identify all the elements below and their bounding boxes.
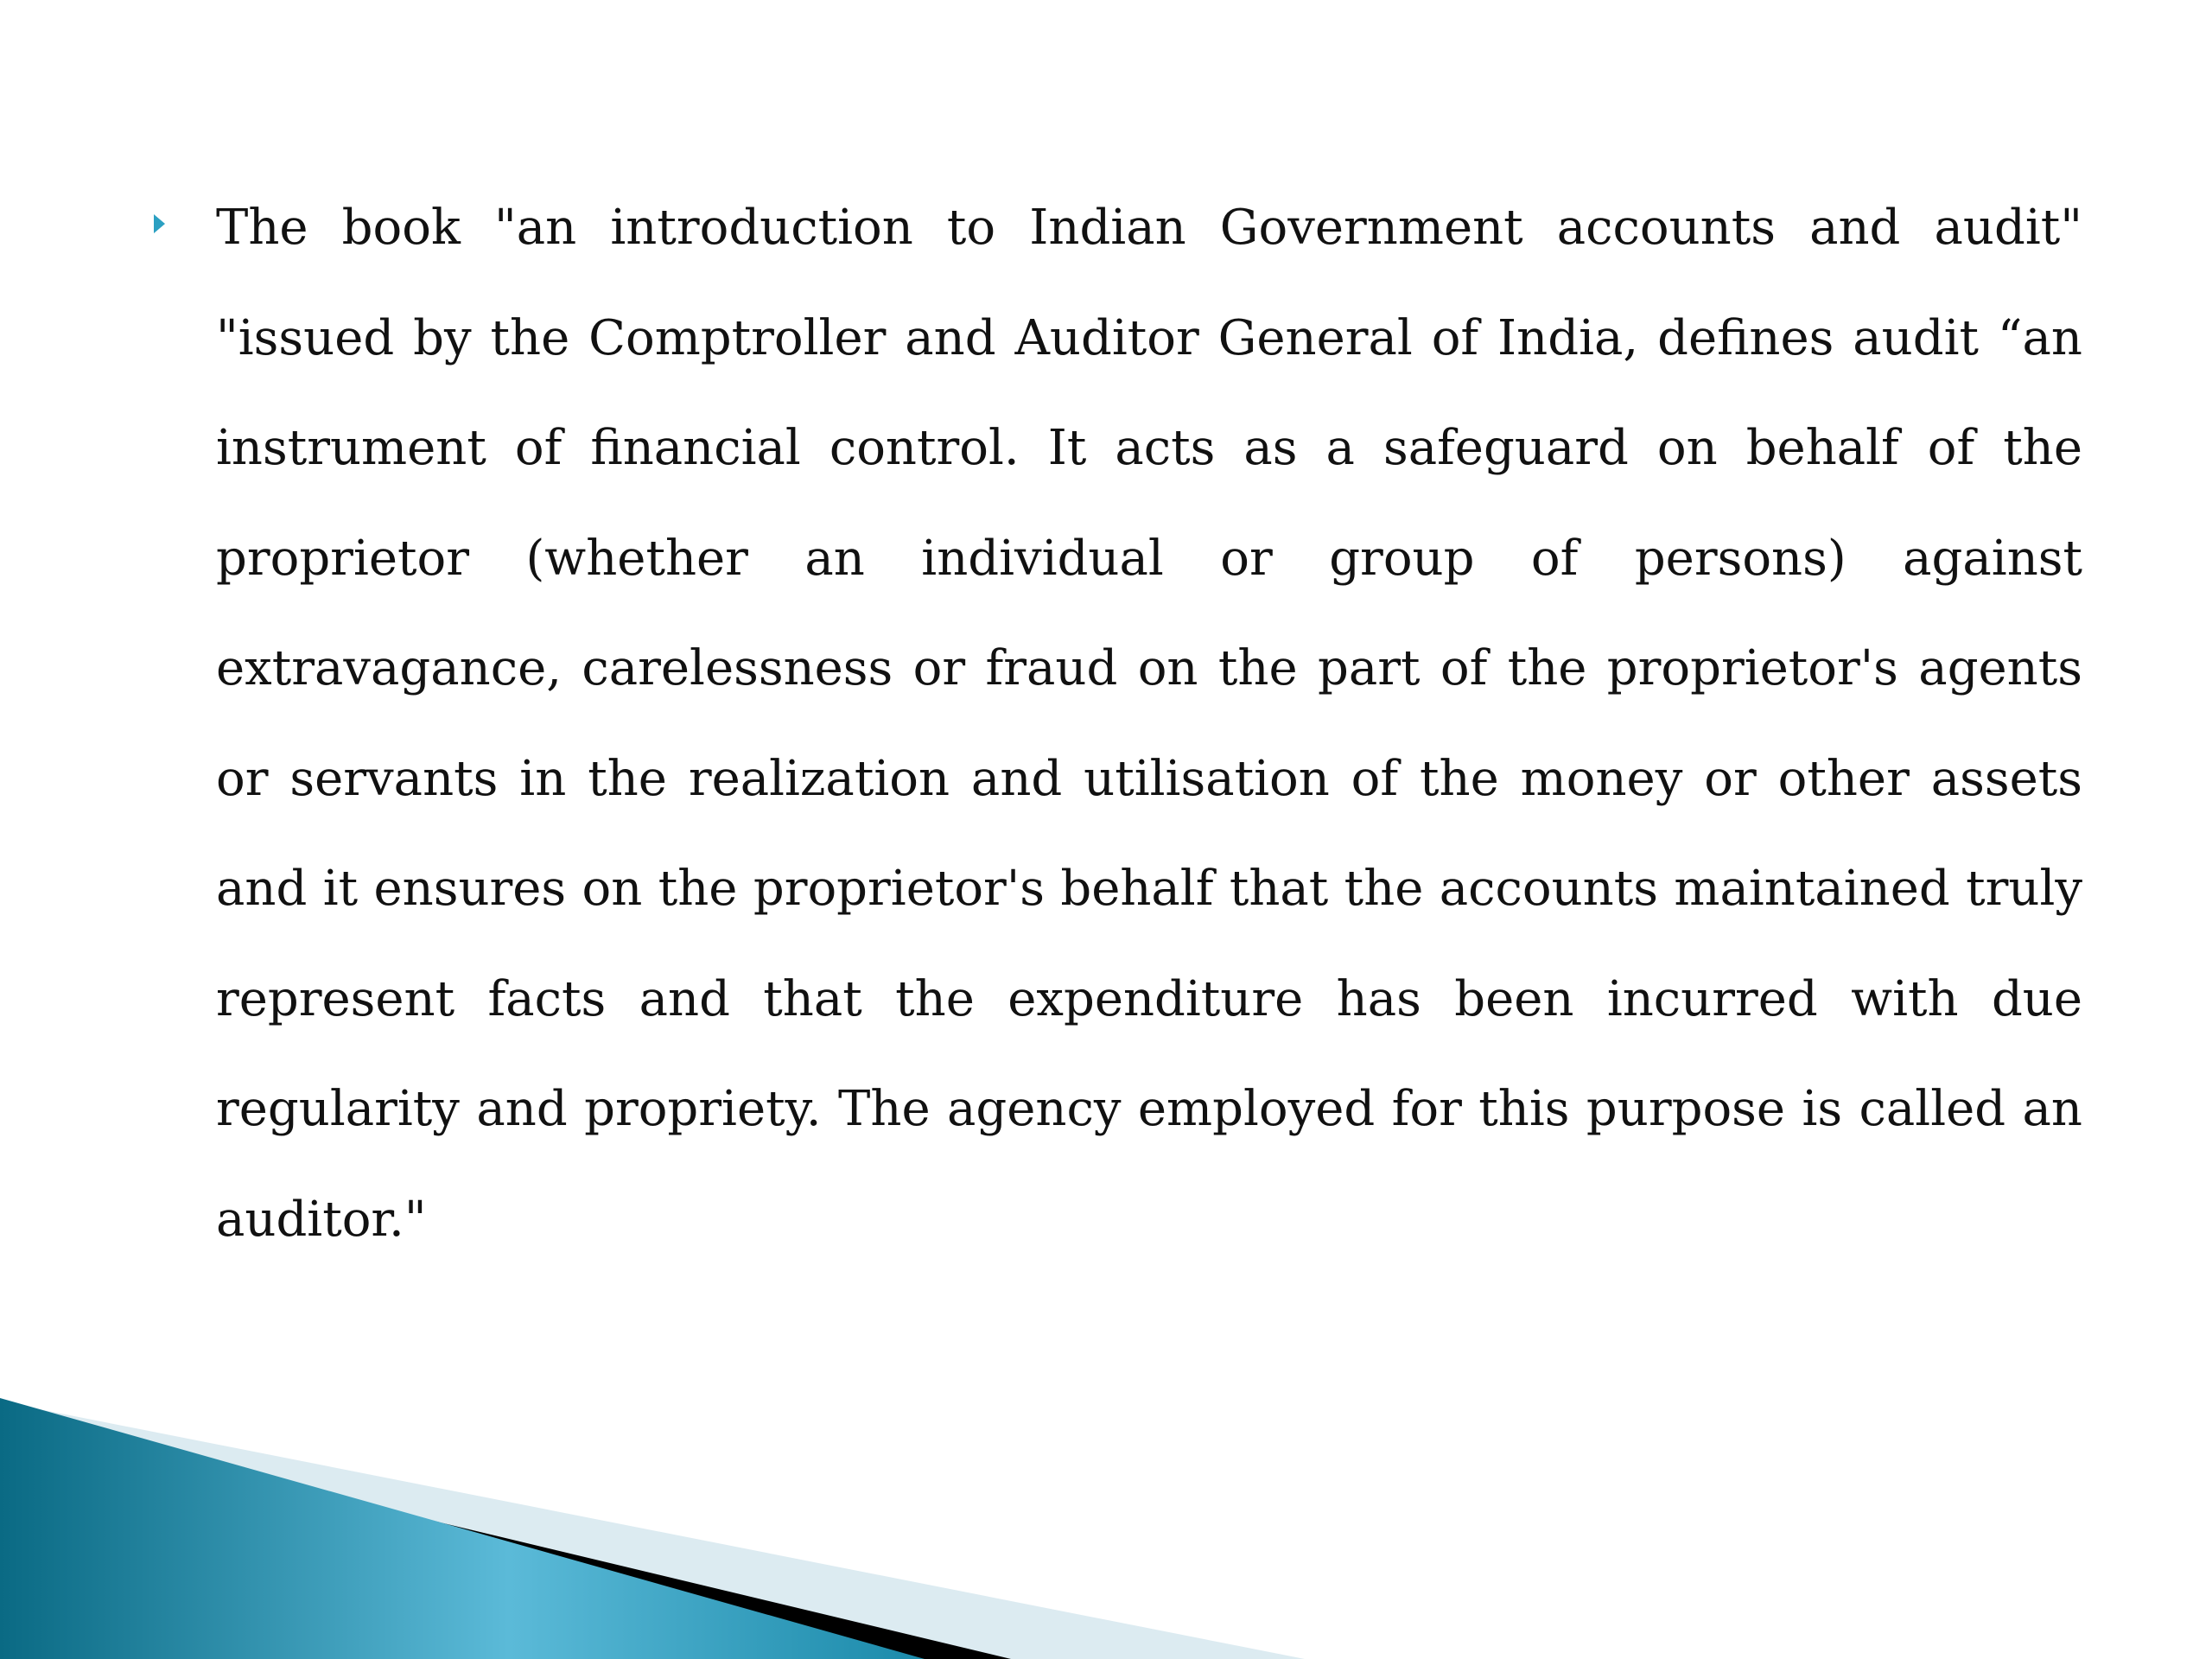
light-blue-band — [0, 1402, 1305, 1659]
triangle-bullet-icon — [154, 214, 165, 233]
black-wedge — [0, 1417, 1011, 1659]
bullet-text: The book "an introduction to Indian Government accounts and audit" "issued by the Comptroller and Auditor General of India, defines audit “an instrument of financial control. It acts as a safeguard on behalf of the proprietor (whether an individual or group of persons) against extravagance, carelessness or fraud on the part of the proprietor's agents or servants in the realization and utilisation of the money or other assets and it ensures on the proprietor's behalf that the accounts maintained truly represent facts and that the expenditure has been incurred with due regularity and propriety. The agency employed for this purpose is called an auditor." — [216, 200, 2082, 1248]
slide-content — [154, 173, 2082, 1274]
bullet-item — [154, 173, 2082, 1274]
teal-wedge — [0, 1398, 925, 1659]
